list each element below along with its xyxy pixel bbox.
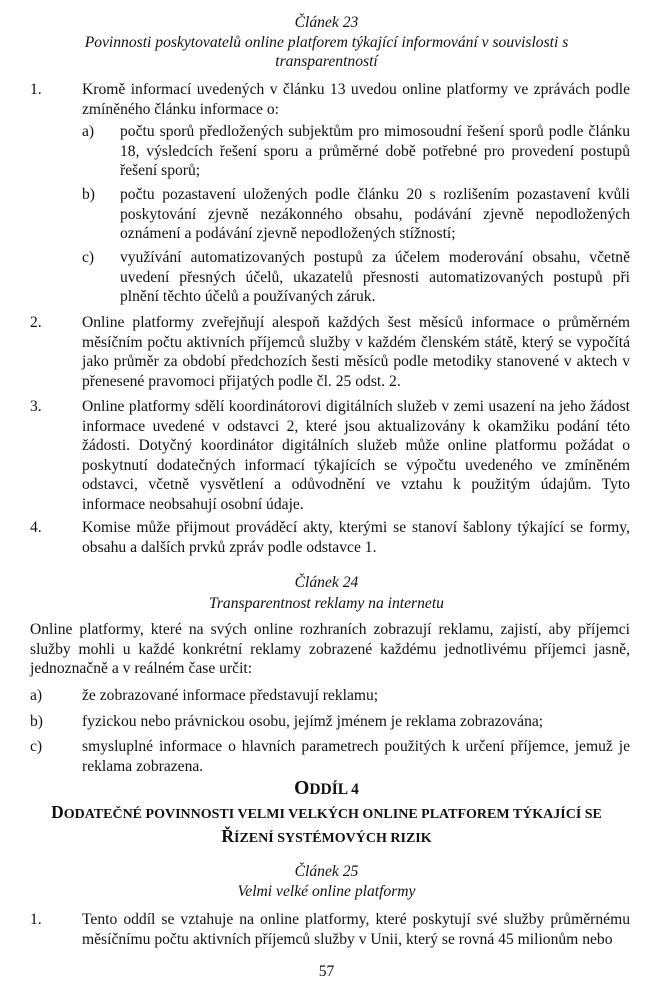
list-item bbox=[30, 712, 630, 732]
section-heading-initial: O bbox=[294, 778, 310, 799]
article-23-number: Článek 23 bbox=[294, 14, 359, 31]
paragraph-number: 1. bbox=[30, 81, 42, 98]
article-23-paragraph-1 bbox=[30, 80, 630, 119]
list-item bbox=[30, 686, 630, 706]
item-text: počtu sporů předložených subjektům pro mimosoudní řešení sporů podle článku 18, výsledcích řešení sporu a průměrné době potřebné pro provedení postupů řešení sporů; bbox=[120, 123, 630, 179]
item-label: a) bbox=[82, 123, 95, 140]
title-small-caps: ODATEČNÉ POVINNOSTI VELMI VELKÝCH ONLINE PLATFOREM TÝKAJÍCÍ SE bbox=[63, 807, 602, 822]
article-24-intro bbox=[30, 620, 630, 679]
item-label: b) bbox=[30, 713, 43, 730]
paragraph-text: Komise může přijmout prováděcí akty, kterými se stanoví šablony týkající se formy, obsahu a dalších prvků zpráv podle odstavce 1. bbox=[82, 519, 630, 556]
title-capital: D bbox=[51, 802, 64, 822]
title-small-caps: ÍZENÍ SYSTÉMOVÝCH RIZIK bbox=[234, 831, 432, 846]
page-number: 57 bbox=[318, 963, 335, 980]
item-text: využívání automatizovaných postupů za účelem moderování obsahu, včetně uvedení přesných účelů, ukazatelů přesnosti automatizovaných postupů při plnění těchto účelů a používaných záruk. bbox=[120, 249, 630, 305]
section-title-line-2 bbox=[20, 824, 633, 851]
article-25-paragraph-1 bbox=[30, 910, 630, 949]
item-text: že zobrazované informace představují reklamu; bbox=[82, 687, 379, 704]
article-23-paragraph-3 bbox=[30, 397, 630, 514]
item-label: b) bbox=[82, 186, 95, 203]
item-label: c) bbox=[82, 249, 95, 266]
item-text: počtu pozastavení uložených podle článku 20 s rozlišením pozastavení kvůli poskytování zjevně nezákonného obsahu, podávání zjevně nepodložených oznámení a podávání zjevně nepodložených stížností; bbox=[120, 186, 630, 242]
article-23-paragraph-4 bbox=[30, 518, 630, 557]
paragraph-number: 3. bbox=[30, 398, 42, 415]
list-item bbox=[82, 185, 630, 244]
paragraph-text: Kromě informací uvedených v článku 13 uvedou online platformy ve zprávách podle zmíněného článku informace o: bbox=[82, 81, 630, 118]
article-25-number: Článek 25 bbox=[294, 863, 359, 880]
title-capital: Ř bbox=[221, 826, 235, 846]
section-title-line-1 bbox=[20, 800, 633, 827]
article-25-title: Velmi velké online platformy bbox=[237, 883, 416, 900]
item-text: smysluplné informace o hlavních parametrech použitých k určení příjemce, jemuž je reklama zobrazena. bbox=[82, 738, 630, 775]
paragraph-text: Online platformy, které na svých online rozhraních zobrazují reklamu, zajistí, aby příjemci služby mohli u každé konkrétní reklamy zobrazené každému jednotlivému příjemci jasně, jednoznačně a v reálném čase určit: bbox=[30, 621, 630, 677]
item-label: a) bbox=[30, 687, 43, 704]
list-item bbox=[30, 737, 630, 776]
paragraph-text: Online platformy zveřejňují alespoň každých šest měsíců informace o průměrném měsíčním počtu aktivních příjemců služby v každém členském státě, který se vypočítá jako průměr za období předchozích šesti měsíců podle metodiky stanovené v aktech v přenesené pravomoci přijatých podle čl. 25 odst. 2. bbox=[82, 314, 630, 390]
article-24-title: Transparentnost reklamy na internetu bbox=[209, 595, 444, 612]
item-text: fyzickou nebo právnickou osobu, jejímž jménem je reklama zobrazována; bbox=[82, 713, 544, 730]
article-23-title: Povinnosti poskytovatelů online platforem týkající informování v souvislosti s transparentností bbox=[84, 34, 569, 70]
paragraph-text: Tento oddíl se vztahuje na online platformy, které poskytují své služby průměrnému měsíčnímu počtu aktivních příjemců služby v Unii, který se rovná 45 milionům nebo bbox=[82, 911, 630, 948]
paragraph-text: Online platformy sdělí koordinátorovi digitálních služeb v zemi usazení na jeho žádost informace uvedené v odstavci 2, které jsou aktualizovány k okamžiku podání této žádosti. Dotyčný koordinátor digitálních služeb může online platformu požádat o poskytnutí dodatečných informací týkajících se výpočtu uvedeného ve zmíněném odstavci, včetně vysvětlení a odůvodnění ve vztahu k použitým údajům. Tyto informace neobsahují osobní údaje. bbox=[82, 398, 630, 513]
item-label: c) bbox=[30, 738, 43, 755]
article-24-number: Článek 24 bbox=[294, 574, 359, 591]
section-heading bbox=[20, 777, 633, 802]
paragraph-number: 1. bbox=[30, 911, 42, 928]
paragraph-number: 4. bbox=[30, 519, 42, 536]
section-heading-rest: DDÍL 4 bbox=[309, 781, 359, 798]
article-23-paragraph-2 bbox=[30, 313, 630, 391]
list-item bbox=[82, 248, 630, 307]
list-item bbox=[82, 122, 630, 181]
paragraph-number: 2. bbox=[30, 314, 42, 331]
